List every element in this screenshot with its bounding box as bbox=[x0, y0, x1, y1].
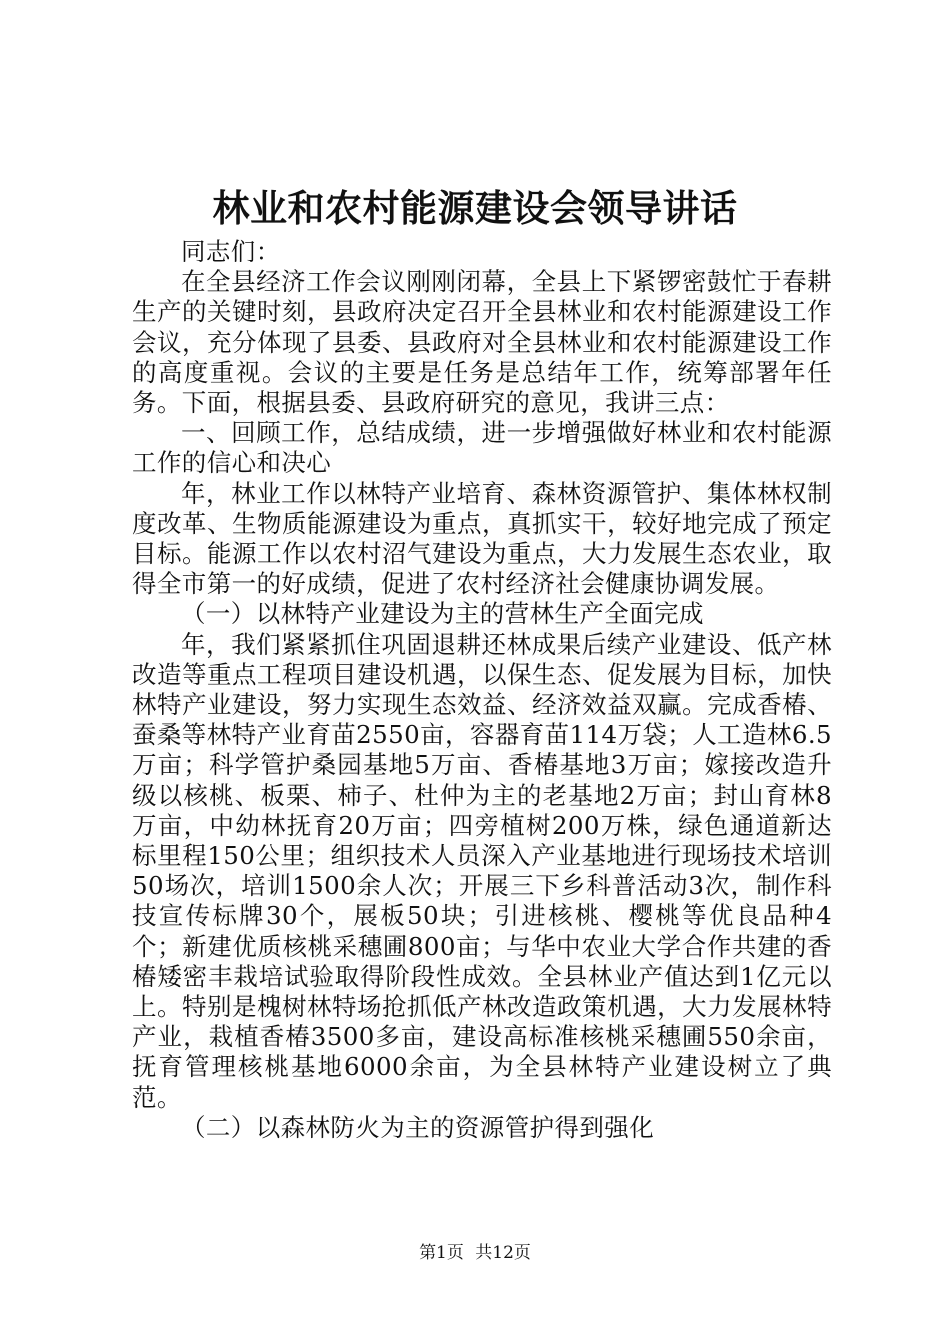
summary-paragraph: 年，林业工作以林特产业培育、森林资源管护、集体林权制度改革、生物质能源建设为重点，真抓实干，较好地完成了预定目标。能源工作以农村沼气建设为重点，大力发展生态农业，取得全市第一的好成绩，促进了农村经济社会健康协调发展。 bbox=[132, 478, 832, 599]
page-footer bbox=[0, 1240, 950, 1266]
salutation-paragraph: 同志们： bbox=[181, 237, 281, 266]
page-total: 共12页 bbox=[475, 1243, 531, 1263]
subsection-heading-2: （二）以森林防火为主的资源管护得到强化 bbox=[181, 1112, 655, 1142]
subsection-heading-1: （一）以林特产业建设为主的营林生产全面完成 bbox=[181, 599, 704, 629]
document-body bbox=[132, 237, 832, 1143]
intro-paragraph: 在全县经济工作会议刚刚闭幕，全县上下紧锣密鼓忙于春耕生产的关键时刻，县政府决定召开全县林业和农村能源建设工作会议，充分体现了县委、县政府对全县林业和农村能源建设工作的高度重视。会议的主要是任务是总结年工作，统筹部署年任务。下面，根据县委、县政府研究的意见，我讲三点： bbox=[132, 267, 832, 418]
document-title: 林业和农村能源建设会领导讲话 bbox=[212, 186, 738, 230]
forestry-detail-paragraph: 年，我们紧紧抓住巩固退耕还林成果后续产业建设、低产林改造等重点工程项目建设机遇，以保生态、促发展为目标，加快林特产业建设，努力实现生态效益、经济效益双赢。完成香椿、蚕桑等林特产业育苗2550亩，容器育苗114万袋；人工造林6.5万亩；科学管护桑园基地5万亩、香椿基地3万亩；嫁接改造升级以核桃、板栗、柿子、杜仲为主的老基地2万亩；封山育林8万亩，中幼林抚育20万亩；四旁植树200万株，绿色通道新达标里程150公里；组织技术人员深入产业基地进行现场技术培训50场次，培训1500余人次；开展三下乡科普活动3次，制作科技宣传标牌30个，展板50块；引进核桃、樱桃等优良品种4个；新建优质核桃采穗圃800亩；与华中农业大学合作共建的香椿矮密丰栽培试验取得阶段性成效。全县林业产值达到1亿元以上。特别是槐树林特场抢抓低产林改造政策机遇，大力发展林特产业，栽植香椿3500多亩，建设高标准核桃采穗圃550余亩，抚育管理核桃基地6000余亩，为全县林特产业建设树立了典范。 bbox=[132, 629, 832, 1112]
page-number: 第1页 bbox=[419, 1243, 464, 1263]
section-heading-1: 一、回顾工作，总结成绩，进一步增强做好林业和农村能源工作的信心和决心 bbox=[132, 418, 832, 478]
